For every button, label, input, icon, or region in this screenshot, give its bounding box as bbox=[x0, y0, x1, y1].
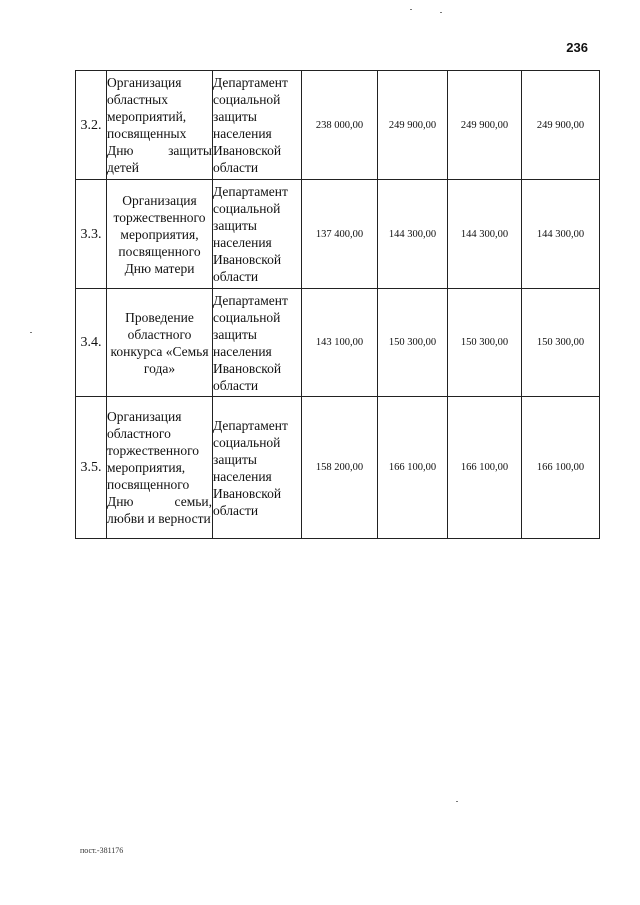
amount-1: 143 100,00 bbox=[302, 289, 378, 397]
row-number: 3.2. bbox=[76, 71, 107, 180]
amount-4: 166 100,00 bbox=[522, 397, 600, 539]
amount-4: 150 300,00 bbox=[522, 289, 600, 397]
event-name: Организация областного торжественного мероприятия, посвященного Дню семьи, любви и верности bbox=[107, 397, 213, 539]
scan-speck bbox=[30, 332, 32, 333]
department: Департамент социальной защиты населения Ивановской области bbox=[213, 397, 302, 539]
amount-4: 144 300,00 bbox=[522, 180, 600, 289]
scan-speck bbox=[456, 801, 458, 802]
amount-1: 137 400,00 bbox=[302, 180, 378, 289]
amount-2: 150 300,00 bbox=[378, 289, 448, 397]
department: Департамент социальной защиты населения Ивановской области bbox=[213, 289, 302, 397]
event-name: Организация торжественного мероприятия, посвященного Дню матери bbox=[107, 180, 213, 289]
table-row bbox=[76, 289, 600, 397]
amount-2: 144 300,00 bbox=[378, 180, 448, 289]
row-number: 3.3. bbox=[76, 180, 107, 289]
row-number: 3.5. bbox=[76, 397, 107, 539]
table-row bbox=[76, 397, 600, 539]
amount-2: 249 900,00 bbox=[378, 71, 448, 180]
amount-3: 150 300,00 bbox=[448, 289, 522, 397]
amount-3: 144 300,00 bbox=[448, 180, 522, 289]
event-name: Организация областных мероприятий, посвященных Дню защиты детей bbox=[107, 71, 213, 180]
amount-2: 166 100,00 bbox=[378, 397, 448, 539]
page-number: 236 bbox=[566, 40, 588, 55]
department: Департамент социальной защиты населения Ивановской области bbox=[213, 71, 302, 180]
document-footer: пост.-381176 bbox=[80, 846, 124, 855]
amount-1: 238 000,00 bbox=[302, 71, 378, 180]
table-row bbox=[76, 180, 600, 289]
scan-speck bbox=[410, 9, 412, 10]
table-row bbox=[76, 71, 600, 180]
row-number: 3.4. bbox=[76, 289, 107, 397]
event-name: Проведение областного конкурса «Семья года» bbox=[107, 289, 213, 397]
amount-3: 166 100,00 bbox=[448, 397, 522, 539]
department: Департамент социальной защиты населения Ивановской области bbox=[213, 180, 302, 289]
scan-speck bbox=[440, 12, 442, 13]
budget-table bbox=[75, 70, 600, 539]
amount-1: 158 200,00 bbox=[302, 397, 378, 539]
amount-3: 249 900,00 bbox=[448, 71, 522, 180]
amount-4: 249 900,00 bbox=[522, 71, 600, 180]
